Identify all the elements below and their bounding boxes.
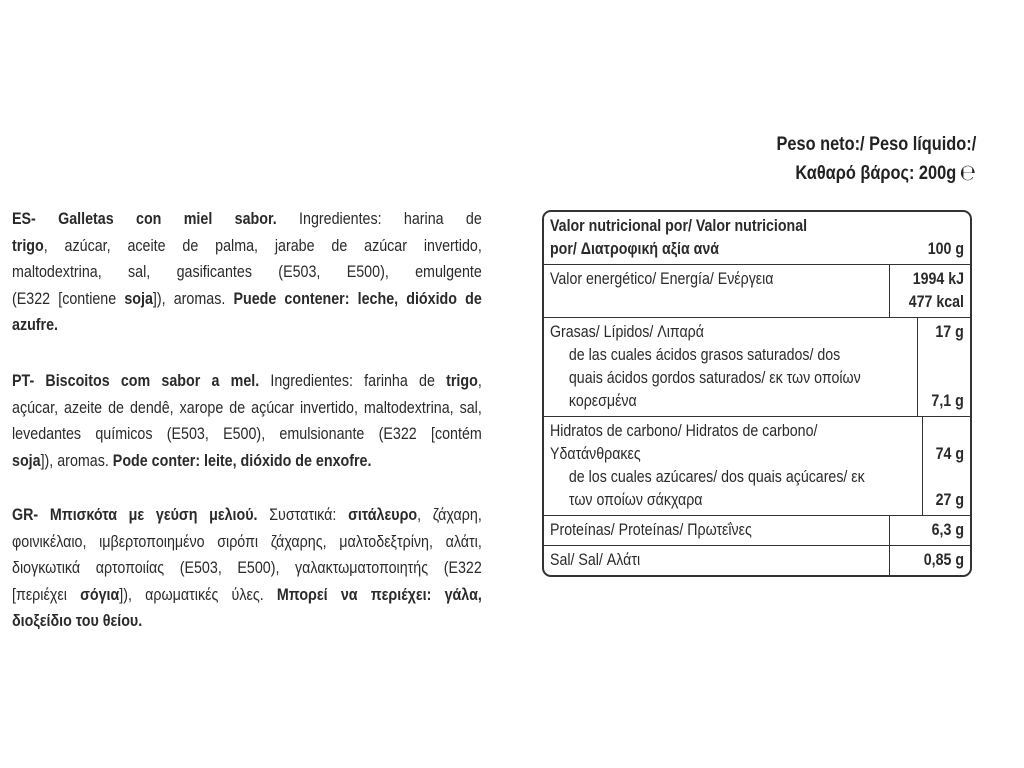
protein-value: 6,3 g (931, 521, 964, 539)
ingredients-es-line-4: (E322 [contiene (12, 288, 125, 308)
energy-kcal: 477 kcal (908, 293, 964, 311)
ingredients-gr-line-5: διοξείδιο του θείου. (12, 611, 143, 630)
allergen-wheat-gr: σιτάλευρο (348, 505, 418, 524)
nutrition-header-line-2: por/ Διατροφική αξία ανά (550, 240, 720, 258)
estimate-sign-icon: ℮ (959, 161, 976, 186)
ingredients-pt (12, 368, 482, 474)
carbohydrate-label-line-2: Υδατάνθρακες (550, 445, 641, 463)
ingredients-es-line-2: , azúcar, aceite de palma, jarabe de azúcar invertido, (43, 235, 482, 255)
sugars-label-line-1: de los cuales azúcares/ dos quais açúcares/ εκ (568, 468, 865, 486)
nutrition-table (542, 210, 972, 577)
nutrition-header-value: 100 g (927, 240, 964, 258)
salt-label: Sal/ Sal/ Αλάτι (550, 551, 641, 569)
ingredients-gr-sugar: , ζάχαρη, (417, 505, 482, 524)
net-weight-line-2: Καθαρό βάρος: 200g (795, 163, 957, 184)
ingredients-gr (12, 502, 482, 635)
carbohydrate-label-line-1: Hidratos de carbono/ Hidratos de carbono/ (550, 422, 818, 440)
sugars-value: 27 g (935, 491, 964, 509)
nutrition-row-salt (544, 545, 970, 575)
ingredients-es-aromas: ]), aromas. (152, 288, 234, 308)
fat-label: Grasas/ Lípidos/ Λιπαρά (550, 323, 704, 341)
ingredients-gr-label: GR- Μπισκότα με γεύση μελιού. (12, 505, 258, 524)
ingredients-pt-label: PT- Biscoitos com sabor a mel. (12, 371, 260, 390)
ingredients-pt-comma: , (477, 371, 482, 390)
ingredients-gr-flavourings: ]), αρωματικές ύλες. (119, 584, 277, 604)
allergen-wheat-pt: trigo (446, 371, 478, 390)
ingredients-es-label: ES- Galletas con miel sabor. (12, 209, 277, 228)
energy-kj: 1994 kJ (912, 270, 964, 288)
nutrition-header-line-1: Valor nutricional por/ Valor nutricional (550, 217, 808, 235)
fat-value: 17 g (935, 323, 964, 341)
net-weight (616, 130, 976, 188)
sugars-label-line-2: των οποίων σάκχαρα (568, 491, 703, 509)
ingredients-gr-line-2: φοινικέλαιο, ιμβερτοποιημένο σιρόπι ζάχαρης, μαλτοδεξτρίνη, αλάτι, (12, 531, 482, 551)
protein-label: Proteínas/ Proteínas/ Πρωτεΐνες (550, 521, 752, 539)
ingredients-es-line-1: Ingredientes: harina de (276, 209, 482, 228)
ingredients-pt-aromas: ]), aromas. (40, 450, 113, 470)
allergen-soy-gr: σόγια (80, 584, 120, 604)
saturates-value: 7,1 g (931, 392, 964, 410)
energy-label: Valor energético/ Energía/ Ενέργεια (550, 270, 774, 288)
ingredients-gr-line-4: [περιέχει (12, 584, 81, 604)
ingredients-gr-may-contain: Μπορεί να περιέχει: γάλα, (276, 584, 482, 604)
nutrition-row-protein (544, 515, 970, 545)
salt-value: 0,85 g (923, 551, 964, 569)
ingredients-gr-line-1: Συστατικά: (257, 505, 349, 524)
saturates-label-line-1: de las cuales ácidos grasos saturados/ dos (568, 346, 841, 364)
carbohydrate-value: 74 g (935, 445, 964, 463)
ingredients-es-may-contain: Puede contener: leche, dióxido de (233, 288, 482, 308)
nutrition-header-row (544, 212, 970, 264)
allergen-soy-pt: soja (12, 450, 41, 470)
ingredients-pt-may-contain: Pode conter: leite, dióxido de enxofre. (112, 450, 372, 470)
nutrition-row-energy (544, 264, 970, 317)
allergen-soy: soja (124, 288, 153, 308)
nutrition-row-carbohydrate (544, 416, 970, 515)
saturates-label-line-2: quais ácidos gordos saturados/ εκ των οποίων (568, 369, 861, 387)
nutrition-row-fat (544, 317, 970, 416)
ingredients-pt-line-2: açúcar, azeite de dendê, xarope de açúcar invertido, maltodextrina, sal, (12, 397, 482, 417)
ingredients-es (12, 206, 482, 339)
saturates-label-line-3: κορεσμένα (568, 392, 637, 410)
ingredients-es-line-5: azufre. (12, 315, 59, 334)
allergen-wheat: trigo (12, 235, 44, 255)
ingredients-es-line-3: maltodextrina, sal, gasificantes (E503, E500), emulgente (12, 262, 482, 281)
ingredients-pt-line-3: levedantes químicos (E503, E500), emulsionante (E322 [contém (12, 424, 482, 443)
ingredients-gr-line-3: διογκωτικά αρτοποιίας (E503, E500), γαλακτωματοποιητής (E322 (12, 558, 482, 577)
net-weight-line-1: Peso neto:/ Peso líquido:/ (776, 134, 976, 155)
ingredients-pt-line-1: Ingredientes: farinha de (259, 371, 447, 390)
